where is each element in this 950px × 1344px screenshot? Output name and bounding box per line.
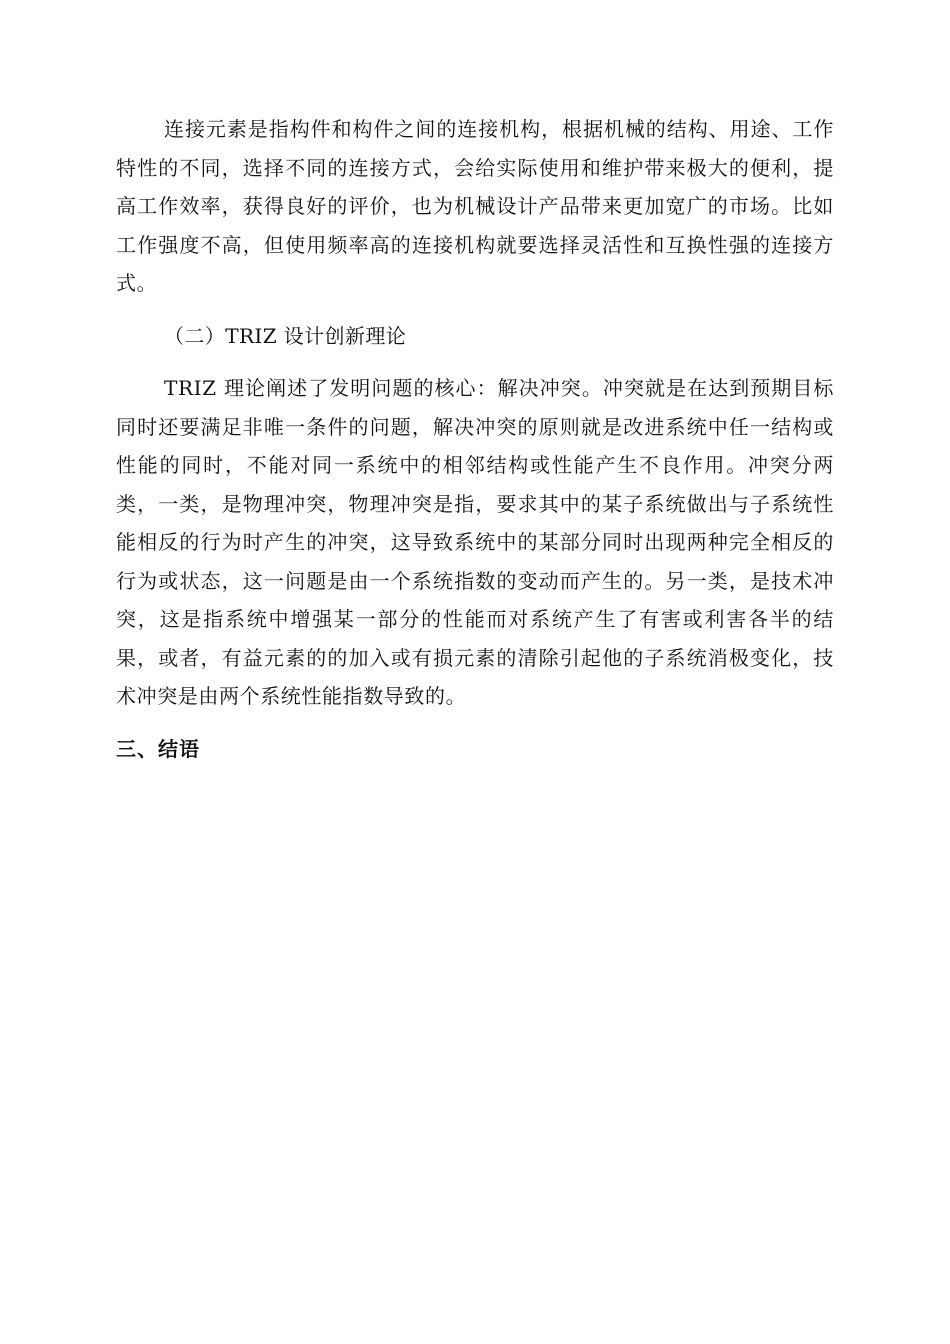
section-heading-conclusion: 三、结语: [116, 736, 200, 761]
document-page: [116, 110, 834, 768]
subheading-triz-theory: （二）TRIZ 设计创新理论: [164, 323, 407, 348]
paragraph-connection-elements: 连接元素是指构件和构件之间的连接机构，根据机械的结构、用途、工作特性的不同，选择不同的连接方式，会给实际使用和维护带来极大的便利，提高工作效率，获得良好的评价，也为机械设计产品带来更加宽广的市场。比如工作强度不高，但使用频率高的连接机构就要选择灵活性和互换性强的连接方式。: [116, 117, 834, 295]
paragraph-triz-conflict: TRIZ 理论阐述了发明问题的核心：解决冲突。冲突就是在达到预期目标同时还要满足非唯一条件的问题，解决冲突的原则就是改进系统中任一结构或性能的同时，不能对同一系统中的相邻结构或性能产生不良作用。冲突分两类，一类，是物理冲突，物理冲突是指，要求其中的某子系统做出与子系统性能相反的行为时产生的冲突，这导致系统中的某部分同时出现两种完全相反的行为或状态，这一问题是由一个系统指数的变动而产生的。另一类，是技术冲突，这是指系统中增强某一部分的性能而对系统产生了有害或利害各半的结果，或者，有益元素的的加入或有损元素的清除引起他的子系统消极变化，技术冲突是由两个系统性能指数导致的。: [116, 376, 834, 708]
